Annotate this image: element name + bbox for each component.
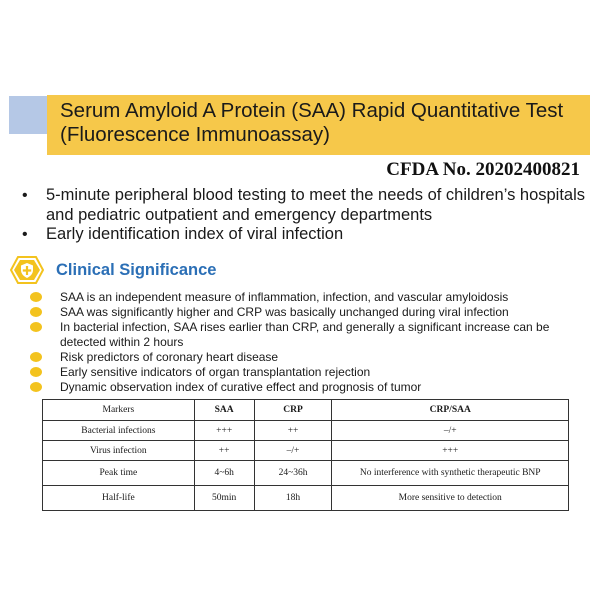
page-title: [60, 99, 588, 147]
decorative-blue-square: [9, 96, 47, 134]
table-cell: 18h: [254, 486, 332, 511]
feature-bullet-text: Early identification index of viral infection: [46, 225, 344, 243]
clinical-significance-title: Clinical Significance: [56, 260, 217, 279]
list-item: [30, 290, 585, 305]
yellow-dot-icon: [30, 367, 42, 377]
table-row: [43, 486, 569, 511]
table-row: [43, 441, 569, 461]
header-crp: CRP: [254, 400, 332, 421]
list-item: [30, 380, 585, 395]
table-cell: More sensitive to detection: [332, 486, 569, 511]
table-cell: 4~6h: [194, 461, 254, 486]
header-saa: SAA: [194, 400, 254, 421]
table-cell: No interference with synthetic therapeutic BNP: [332, 461, 569, 486]
feature-bullet: [22, 186, 592, 225]
list-item-text: In bacterial infection, SAA rises earlier than CRP, and generally a significant increase can be detected within 2 hours: [60, 320, 550, 349]
yellow-dot-icon: [30, 382, 42, 392]
cfda-number: CFDA No. 20202400821: [386, 159, 580, 180]
table-cell: Half-life: [43, 486, 195, 511]
table-cell: +++: [194, 421, 254, 441]
table-cell: –/+: [332, 421, 569, 441]
list-item-text: Dynamic observation index of curative effect and prognosis of tumor: [60, 380, 422, 394]
markers-comparison-table: [42, 399, 569, 511]
yellow-dot-icon: [30, 292, 42, 302]
bullet-dot: •: [22, 226, 28, 243]
clinical-significance-header: [10, 256, 216, 284]
feature-bullet-list: [22, 186, 592, 245]
list-item-text: SAA was significantly higher and CRP was basically unchanged during viral infection: [60, 305, 509, 319]
table-cell: ++: [254, 421, 332, 441]
list-item: [30, 350, 585, 365]
feature-bullet-text: 5-minute peripheral blood testing to meet the needs of children’s hospitals and pediatric outpatient and emergency departments: [46, 186, 586, 224]
list-item-text: SAA is an independent measure of inflammation, infection, and vascular amyloidosis: [60, 290, 509, 304]
yellow-dot-icon: [30, 352, 42, 362]
table-cell: 24~36h: [254, 461, 332, 486]
table-cell: 50min: [194, 486, 254, 511]
title-line-1: Serum Amyloid A Protein (SAA) Rapid Quantitative Test: [60, 99, 564, 122]
table-row: [43, 461, 569, 486]
list-item: [30, 305, 585, 320]
table-row: [43, 421, 569, 441]
table-header-row: [43, 400, 569, 421]
header-markers: Markers: [43, 400, 195, 421]
table-cell: +++: [332, 441, 569, 461]
table-cell: Peak time: [43, 461, 195, 486]
yellow-dot-icon: [30, 322, 42, 332]
table-cell: Bacterial infections: [43, 421, 195, 441]
yellow-dot-icon: [30, 307, 42, 317]
list-item: [30, 365, 585, 380]
feature-bullet: [22, 225, 592, 245]
list-item-text: Risk predictors of coronary heart disease: [60, 350, 279, 364]
table-cell: Virus infection: [43, 441, 195, 461]
table-cell: ++: [194, 441, 254, 461]
list-item-text: Early sensitive indicators of organ transplantation rejection: [60, 365, 371, 379]
list-item: [30, 320, 585, 350]
table-cell: –/+: [254, 441, 332, 461]
bullet-dot: •: [22, 187, 28, 204]
shield-hexagon-icon: [10, 256, 44, 284]
header-crp-saa: CRP/SAA: [332, 400, 569, 421]
title-line-2: (Fluorescence Immunoassay): [60, 123, 331, 146]
clinical-significance-list: [30, 290, 585, 395]
